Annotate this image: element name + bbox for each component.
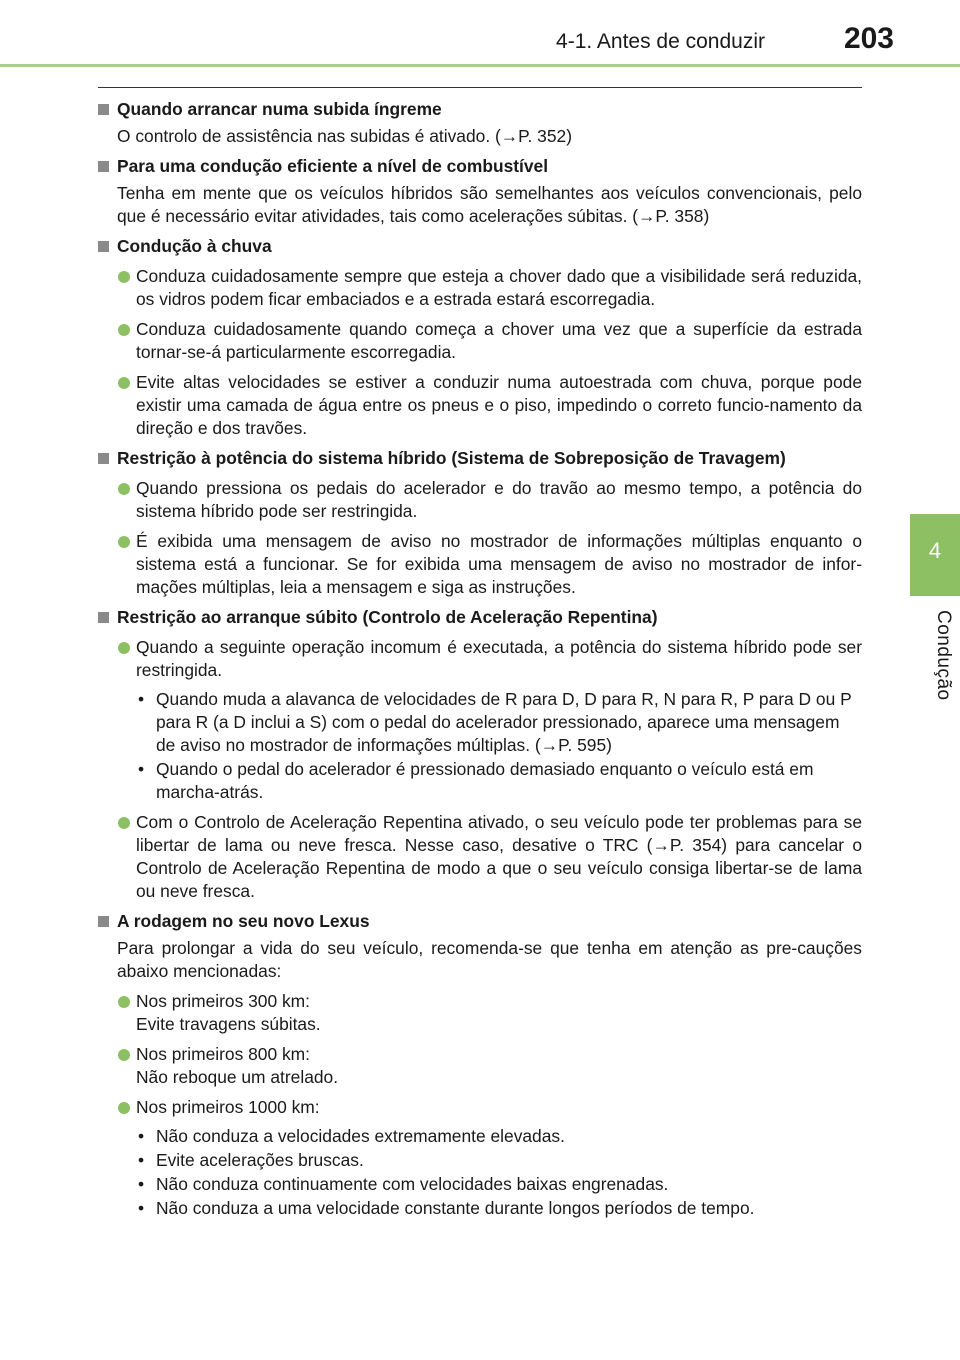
circle-bullet-icon xyxy=(118,1102,130,1114)
circle-bullet-icon xyxy=(118,642,130,654)
circle-bullet-icon xyxy=(118,817,130,829)
chapter-tab xyxy=(910,514,960,596)
circle-bullet-icon xyxy=(118,377,130,389)
list-item: Evite altas velocidades se estiver a conduzir numa autoestrada com chuva, porque pode existir uma camada de água entre os pneus e o piso, impedindo o correto funcio-namento da direção e dos travões. xyxy=(98,371,862,440)
section-heading: Restrição ao arranque súbito (Controlo de Aceleração Repentina) xyxy=(98,606,862,629)
paragraph: Tenha em mente que os veículos híbridos são semelhantes aos veículos convencionais, pelo que é necessário evitar atividades, tais como acelerações súbitas. (→P. 358) xyxy=(117,183,862,226)
circle-bullet-icon xyxy=(118,271,130,283)
sub-list-item: • Evite acelerações bruscas. xyxy=(138,1150,364,1170)
square-bullet-icon xyxy=(98,453,109,464)
list-item: Nos primeiros 300 km: Evite travagens súbitas. xyxy=(98,990,862,1036)
sub-list-item: • Quando muda a alavanca de velocidades de R para D, D para R, N para R, P para D ou P para R (a D inclui a S) com o pedal do acelerador pressionado, aparece uma mensagem de aviso no mostrador de informações múltiplas. (→P. 595) xyxy=(138,689,852,755)
square-bullet-icon xyxy=(98,241,109,252)
list-item: Nos primeiros 1000 km: xyxy=(98,1096,862,1119)
circle-bullet-icon xyxy=(118,996,130,1008)
list-item: É exibida uma mensagem de aviso no mostrador de informações múltiplas enquanto o sistema está a funcionar. Se for exibida uma mensagem de aviso no mostrador de infor-mações múltiplas, leia a mensagem e siga as instruções. xyxy=(98,530,862,599)
sub-list-item: • Não conduza a velocidades extremamente elevadas. xyxy=(138,1126,565,1146)
list-item: Com o Controlo de Aceleração Repentina ativado, o seu veículo pode ter problemas para se libertar de lama ou neve fresca. Nesse caso, desative o TRC (→P. 354) para cancelar o Controlo de Aceleração Repentina de modo a que o seu veículo consiga libertar-se de lama ou neve fresca. xyxy=(98,811,862,903)
sub-list xyxy=(98,688,862,804)
chapter-number: 4 xyxy=(928,538,942,563)
sub-list xyxy=(98,1125,862,1220)
list-item: Conduza cuidadosamente sempre que esteja a chover dado que a visibilidade será reduzida, os vidros podem ficar embaciados e a estrada estará escorregadia. xyxy=(98,265,862,311)
list-item: Nos primeiros 800 km: Não reboque um atrelado. xyxy=(98,1043,862,1089)
square-bullet-icon xyxy=(98,612,109,623)
square-bullet-icon xyxy=(98,916,109,927)
section-title: 4-1. Antes de conduzir xyxy=(556,30,765,53)
header-divider xyxy=(0,64,960,67)
paragraph: Para prolongar a vida do seu veículo, recomenda-se que tenha em atenção as pre-cauções abaixo mencionadas: xyxy=(117,938,862,981)
sub-list-item: • Não conduza a uma velocidade constante durante longos períodos de tempo. xyxy=(138,1198,755,1218)
circle-bullet-icon xyxy=(118,1049,130,1061)
list-item: Quando pressiona os pedais do acelerador e do travão ao mesmo tempo, a potência do sistema híbrido pode ser restringida. xyxy=(98,477,862,523)
circle-bullet-icon xyxy=(118,483,130,495)
page-number: 203 xyxy=(843,22,894,55)
circle-bullet-icon xyxy=(118,536,130,548)
list-item: Conduza cuidadosamente quando começa a chover uma vez que a superfície da estrada tornar-se-á particularmente escorregadia. xyxy=(98,318,862,364)
chapter-label: Condução xyxy=(933,610,954,701)
section-heading: Para uma condução eficiente a nível de combustível xyxy=(98,155,862,178)
section-heading: A rodagem no seu novo Lexus xyxy=(98,910,862,933)
content-top-rule xyxy=(98,87,862,88)
square-bullet-icon xyxy=(98,104,109,115)
paragraph: O controlo de assistência nas subidas é ativado. (→P. 352) xyxy=(117,126,572,146)
section-heading: Quando arrancar numa subida íngreme xyxy=(98,98,862,121)
page-content xyxy=(98,98,862,1224)
list-item: Quando a seguinte operação incomum é executada, a potência do sistema híbrido pode ser restringida. xyxy=(98,636,862,682)
square-bullet-icon xyxy=(98,161,109,172)
sub-list-item: • Quando o pedal do acelerador é pressionado demasiado enquanto o veículo está em marcha-atrás. xyxy=(138,759,814,802)
section-heading: Condução à chuva xyxy=(98,235,862,258)
circle-bullet-icon xyxy=(118,324,130,336)
sub-list-item: • Não conduza continuamente com velocidades baixas engrenadas. xyxy=(138,1174,669,1194)
section-heading: Restrição à potência do sistema híbrido (Sistema de Sobreposição de Travagem) xyxy=(98,447,862,470)
